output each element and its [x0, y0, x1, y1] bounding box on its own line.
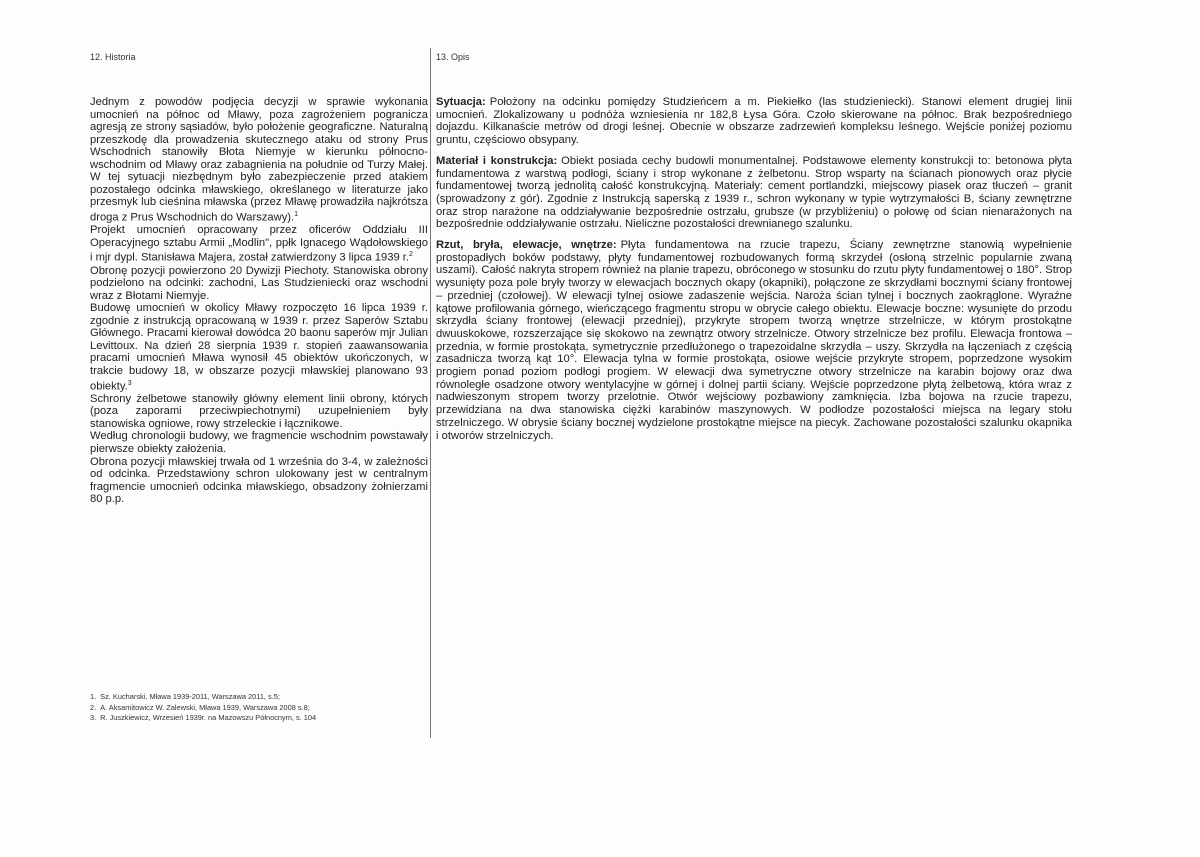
- history-paragraph: Obrona pozycji mławskiej trwała od 1 września do 3-4, w zależności od odcinka. Przedstawiony schron ulokowany jest w centralnym fragmencie umocnień odcinka mławskiego, obsadzony żołnierzami 80 p.p.: [90, 455, 428, 506]
- history-paragraph: Według chronologii budowy, we fragmencie wschodnim powstawały pierwsze obiekty założenia.: [90, 430, 428, 455]
- history-paragraph: Schrony żelbetowe stanowiły główny element linii obrony, których (poza zaporami przeciwpiechotnymi) uzupełnieniem były stanowiska ogniowe, rowy strzeleckie i łącznikowe.: [90, 392, 428, 430]
- description-section-material: Materiał i konstrukcja: Obiekt posiada cechy budowli monumentalnej. Podstawowe elementy konstrukcji to: betonowa płyta fundamentowa z warstwą podłogi, ściany i strop wykonane z żelbetonu. Strop wsparty na ścianach pionowych oraz płycie fundamentowej tworzą jednolitą całość konstrukcyjną. Materiały: cement portlandzki, miejscowy piasek oraz tłuczeń – granit (sprowadzony z gór). Zgodnie z Instrukcją saperską z 1939 r., schron wykonany w typie wytrzymałości B, ściany zewnętrzne oraz strop narażone na oddziaływanie bezpośrednie ostrzału, grubsze (w przybliżeniu) o połowę od ścian nienarażonych na bezpośrednie oddziaływanie ostrzału. Nieliczne pozostałości drewnianego szalunku.: [436, 154, 1072, 231]
- history-paragraph: Budowę umocnień w okolicy Mławy rozpoczęto 16 lipca 1939 r. zgodnie z instrukcją opracowaną w 1939 r. przez Saperów Sztabu Głównego. Pracami kierował dowódca 20 baonu saperów mjr Julian Levittoux. Na dzień 28 sierpnia 1939 r. stopień zaawansowania pracami umocnień Mława wynosił 45 obiektów ukończonych, w trakcie budowy 18, w obszarze pozycji mławskiej planowano 93 obiekty.$^3$: [90, 302, 428, 393]
- description-section-situation: Sytuacja: Położony na odcinku pomiędzy Studzieńcem a m. Piekiełko (las studzieniecki). Stanowi element drugiej linii umocnień. Zlokalizowany u podnóża wzniesienia nr 182,8 Łysa Góra. Czoło skierowane na północ. Brak bezpośredniego dojazdu. Kilkanaście metrów od drogi leśnej. Obecnie w obszarze zadrzewień kompleksu leśnego. Wejście poniżej poziomu gruntu, częściowo obsypany.: [436, 96, 1072, 147]
- column-divider: [430, 48, 431, 738]
- description-section-layout: Rzut, bryła, elewacje, wnętrze: Płyta fundamentowa na rzucie trapezu, Ściany zewnętrzne stanowią wypełnienie prostopadłych boków podstawy, płyty fundamentowej rozbudowanych formą skrzydeł (osłoną strzelnic popularnie zwaną uszami). Całość nakryta stropem również na planie trapezu, obróconego w stosunku do rzutu płyty fundamentowej o 180°. Strop wysunięty poza pole bryły tworzy w elewacjach bocznych okapy (okapniki), połączone ze skrzydłami bocznymi ściany frontowej – przedniej (czołowej). W elewacji tylnej osiowe zadaszenie wejścia. Naroża ścian tylnej i bocznych zaokrąglone. Wyraźne kątowe profilowania górnego, wieńczącego fragmentu stropu w obrycie całego obiektu. Elewacje boczne: wysunięte do przodu skrzydła ściany frontowej (elewacji przedniej), przykryte stropem tworzą wnętrze strzelnicze, w którym prostokątne dwuuskokowe, rozszerzające się skokowo na zewnątrz otwory strzelnicze. Otwory strzelnicze bez profilu. Elewacja frontowa – przednia, w formie prostokąta, symetrycznie przedłużonego o trapezoidalne skrzydła – uszy. Skrzydła na łączeniach z częścią zasadnicza tworzą kąt 10°. Elewacja tylna w formie prostokąta, osiowe wejście przykryte stropem, poprzedzone wysokim progiem ponad poziom podłogi progiem. W elewacji dwa symetryczne otwory strzelnicze na karabin bojowy oraz dwa równoległe osadzone otwory wentylacyjne w górnej i dolnej partii ściany. Wejście poprzedzone płytą żelbetową, która wraz z nadwieszonym stropem tworzy przelotnie. Otwór wejściowy pozbawiony zamknięcia. Izba bojowa na rzucie trapezu, przewidziana na dwa stanowiska ciężki karabinów maszynowych. W podłodze pozostałości miejsca na legary stołu strzelniczego. W obrysie ściany bocznej wydzielone prostokątne miejsce na piecyk. Zachowane pozostałości szalunku okapnika i otworów strzelniczych.: [436, 239, 1072, 442]
- history-paragraph: Obronę pozycji powierzono 20 Dywizji Piechoty. Stanowiska obrony podzielono na odcinki: zachodni, Las Studzieniecki oraz wschodni wraz z Błotami Niemyje.: [90, 264, 428, 302]
- description-column: [436, 96, 1072, 450]
- footnote: 2. A. Aksamitowicz W. Zalewski, Mława 1939, Warszawa 2008 s.8;: [90, 702, 310, 712]
- section-header-history: 12. Historia: [90, 52, 136, 62]
- history-column: [90, 96, 428, 506]
- history-paragraph: Jednym z powodów podjęcia decyzji w sprawie wykonania umocnień na północ od Mławy, poza zagrożeniem pogranicza agresją ze strony sąsiadów, było położenie geograficzne. Naturalną przeszkodę dla prowadzenia skutecznego ataku od strony Prus Wschodnich stanowiły Błota Niemyje w kierunku północno-wschodnim od Mławy oraz zabagnienia na południe od Turzy Małej. W tej sytuacji niezbędnym było zabezpieczenie przed atakiem pozostałego odcinka mławskiego, określanego w literaturze jako przesmyk lub cieśnina mławska (przez Mławę prowadziła najkrótsza droga z Prus Wschodnich do Warszawy).$^1$: [90, 96, 428, 224]
- footnote: 3. R. Juszkiewicz, Wrzesień 1939r. na Mazowszu Północnym, s. 104: [90, 713, 317, 722]
- footnote: 1. Sz. Kucharski, Mława 1939-2011, Warszawa 2011, s.5;: [90, 692, 280, 701]
- history-paragraph: Projekt umocnień opracowany przez oficerów Oddziału III Operacyjnego sztabu Armii „Modlin", ppłk Ignacego Wądołowskiego i mjr dypl. Stanisława Majera, został zatwierdzony 3 lipca 1939 r.$^2$: [90, 224, 428, 265]
- footnotes: [90, 692, 428, 724]
- section-header-description: 13. Opis: [436, 52, 470, 62]
